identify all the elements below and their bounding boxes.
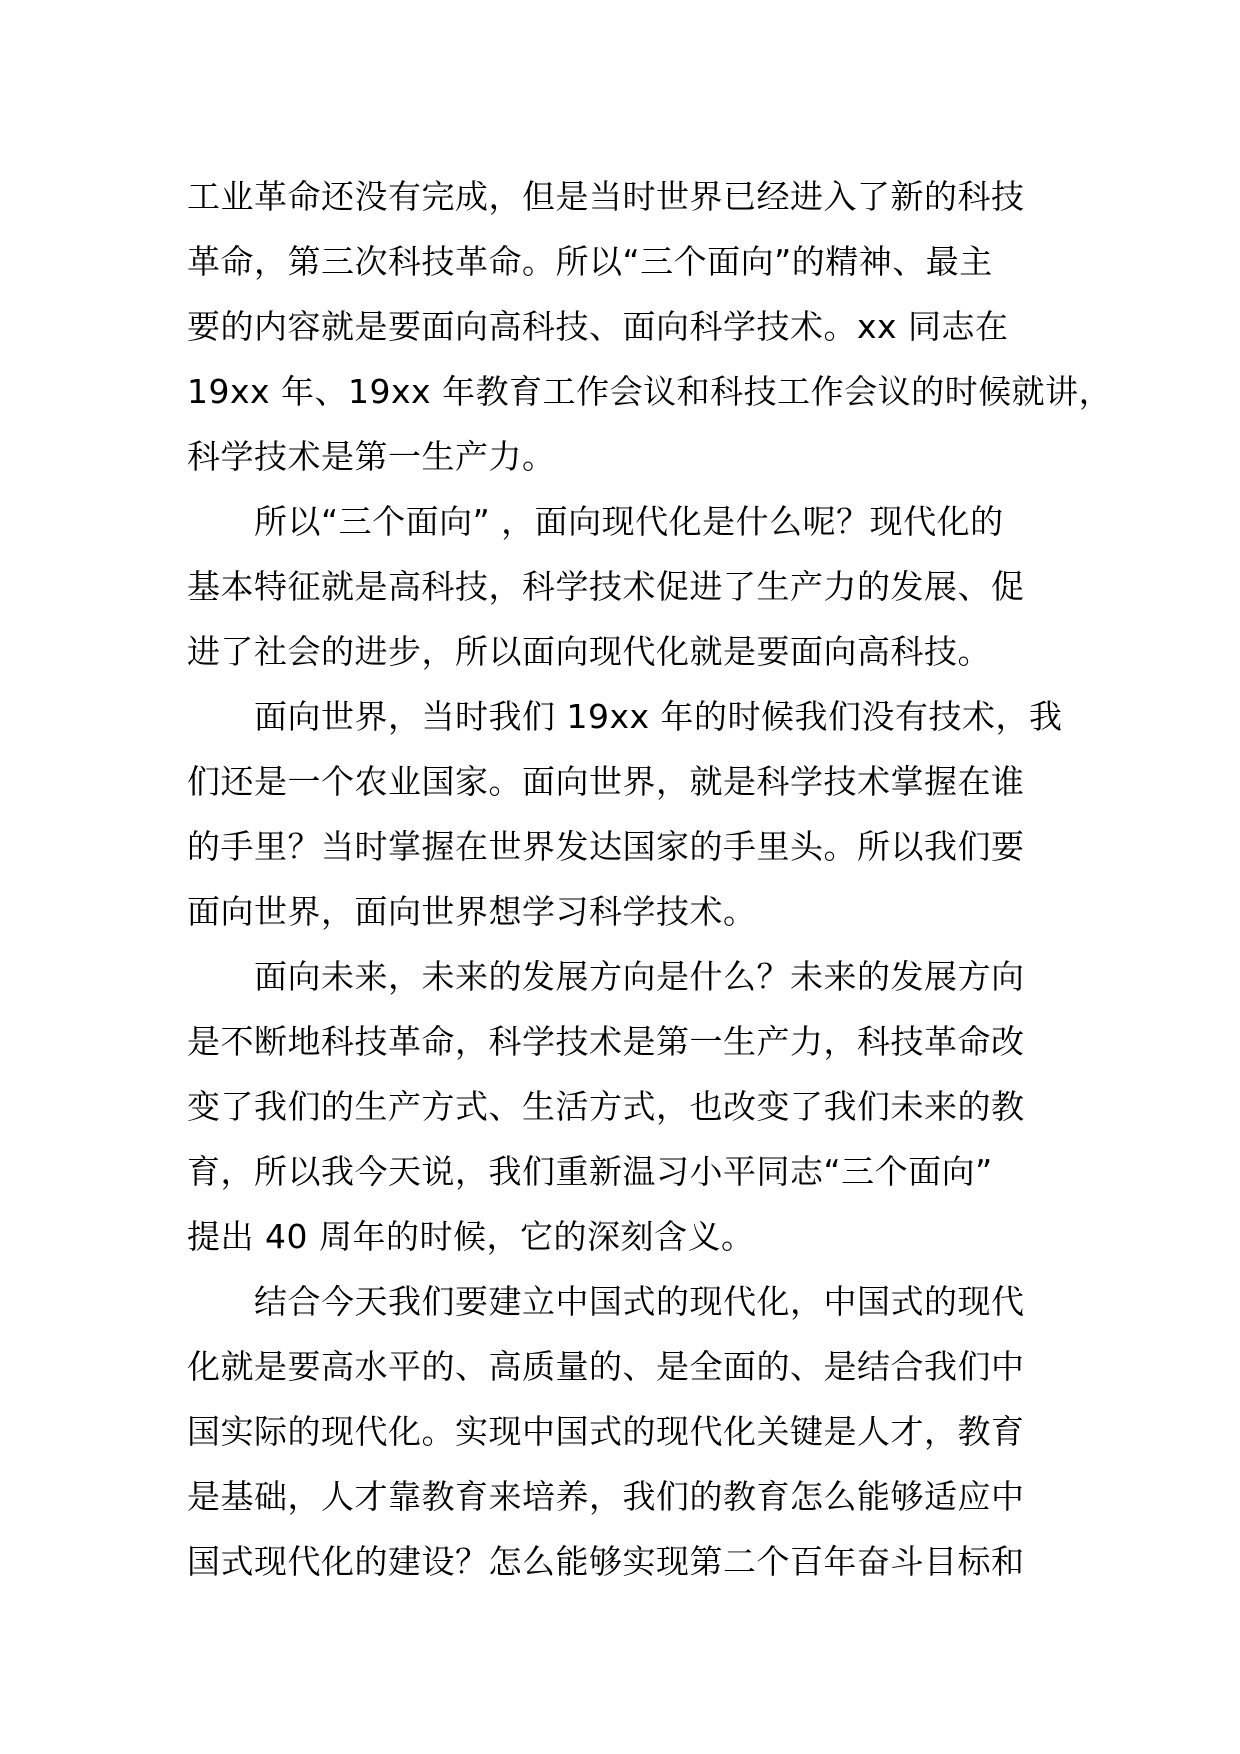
text-line: 进了社会的进步，所以面向现代化就是要面向高科技。 bbox=[187, 632, 991, 671]
text-line: 是基础，人才靠教育来培养，我们的教育怎么能够适应中 bbox=[187, 1477, 1025, 1516]
text-line: 科学技术是第一生产力。 bbox=[187, 437, 556, 476]
body-text bbox=[187, 164, 1113, 1594]
text-line: 国实际的现代化。实现中国式的现代化关键是人才，教育 bbox=[187, 1412, 1025, 1451]
text-line: 19xx 年、19xx 年教育工作会议和科技工作会议的时候就讲， bbox=[187, 372, 1113, 411]
paragraph-first-line: 面向未来，未来的发展方向是什么？未来的发展方向 bbox=[254, 957, 1025, 996]
text-line: 工业革命还没有完成，但是当时世界已经进入了新的科技 bbox=[187, 177, 1025, 216]
text-line: 面向世界，面向世界想学习科学技术。 bbox=[187, 892, 757, 931]
text-line: 们还是一个农业国家。面向世界，就是科学技术掌握在谁 bbox=[187, 762, 1025, 801]
paragraph-first-line: 所以“三个面向” ，面向现代化是什么呢？现代化的 bbox=[254, 502, 1004, 541]
paragraph-first-line: 结合今天我们要建立中国式的现代化，中国式的现代 bbox=[254, 1282, 1025, 1321]
text-line: 化就是要高水平的、高质量的、是全面的、是结合我们中 bbox=[187, 1347, 1025, 1386]
text-line: 国式现代化的建设？怎么能够实现第二个百年奋斗目标和 bbox=[187, 1542, 1025, 1581]
text-line: 是不断地科技革命，科学技术是第一生产力，科技革命改 bbox=[187, 1022, 1025, 1061]
paragraph-first-line: 面向世界，当时我们 19xx 年的时候我们没有技术，我 bbox=[254, 697, 1063, 736]
text-line: 提出 40 周年的时候，它的深刻含义。 bbox=[187, 1217, 755, 1256]
text-line: 变了我们的生产方式、生活方式，也改变了我们未来的教 bbox=[187, 1087, 1025, 1126]
text-line: 的手里？当时掌握在世界发达国家的手里头。所以我们要 bbox=[187, 827, 1025, 866]
text-line: 育，所以我今天说，我们重新温习小平同志“三个面向” bbox=[187, 1152, 993, 1191]
text-line: 基本特征就是高科技，科学技术促进了生产力的发展、促 bbox=[187, 567, 1025, 606]
text-line: 要的内容就是要面向高科技、面向科学技术。xx 同志在 bbox=[187, 307, 1009, 346]
text-line: 革命，第三次科技革命。所以“三个面向”的精神、最主 bbox=[187, 242, 993, 281]
